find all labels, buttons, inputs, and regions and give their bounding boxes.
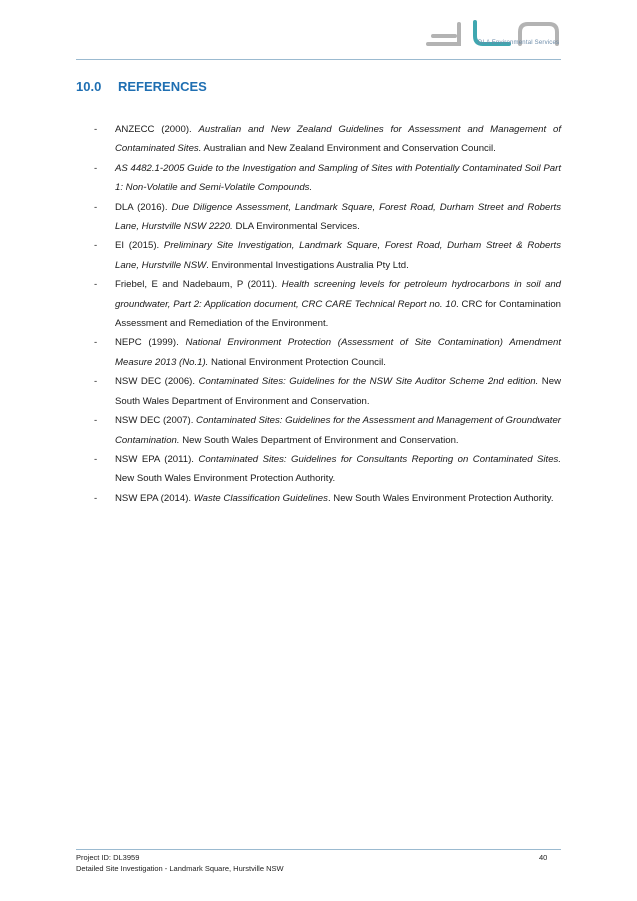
reference-author: Friebel, E and Nadebaum, P (2011).	[115, 279, 282, 291]
footer-description: Detailed Site Investigation - Landmark Square, Hurstville NSW	[76, 864, 284, 873]
section-title: REFERENCES	[118, 79, 207, 94]
footer-project-id: Project ID: DL3959	[76, 853, 140, 862]
reference-title: Preliminary Site Investigation, Landmark Square, Forest Road, Durham Street & Roberts Lane, Hurstville NSW	[115, 240, 561, 271]
reference-title: Contaminated Sites: Guidelines for the Assessment and Management of Groundwater Contamination.	[115, 415, 561, 446]
reference-publisher: New South Wales Department of Environment and Conservation.	[115, 376, 561, 407]
reference-title: National Environment Protection (Assessment of Site Contamination) Amendment Measure 2013 (No.1).	[115, 337, 561, 368]
reference-publisher: . Environmental Investigations Australia Pty Ltd.	[206, 259, 409, 271]
footer-divider	[76, 849, 561, 850]
bullet-dash: -	[94, 337, 98, 349]
reference-title: AS 4482.1-2005 Guide to the Investigation and Sampling of Sites with Potentially Contaminated Soil Part 1: Non-Volatile and Semi-Volatile Compounds.	[115, 162, 561, 194]
logo-tagline: DLA Environmental Services	[478, 40, 560, 46]
reference-item	[94, 236, 561, 275]
reference-title: Contaminated Sites: Guidelines for Consultants Reporting on Contaminated Sites.	[198, 453, 561, 465]
reference-list	[94, 120, 561, 508]
bullet-dash: -	[94, 376, 98, 388]
reference-author: ANZECC (2000).	[115, 124, 199, 135]
reference-item	[94, 159, 561, 198]
bullet-dash: -	[94, 492, 98, 504]
reference-author: NSW DEC (2007).	[115, 415, 197, 427]
bullet-dash: -	[94, 240, 98, 252]
reference-publisher: National Environment Protection Council.	[208, 356, 386, 368]
reference-title: Health screening levels for petroleum hydrocarbons in soil and groundwater, Part 2: Application document, CRC CARE Technical Report no. 10	[115, 279, 561, 310]
bullet-dash: -	[94, 453, 98, 465]
reference-author: NSW EPA (2014).	[115, 492, 194, 504]
bullet-dash: -	[94, 415, 98, 427]
reference-publisher: DLA Environmental Services.	[232, 221, 360, 233]
reference-item	[94, 120, 561, 159]
reference-author: NEPC (1999).	[115, 337, 186, 349]
page-number: 40	[539, 853, 548, 862]
reference-author: DLA (2016).	[115, 201, 172, 213]
reference-item	[94, 198, 561, 237]
bullet-dash: -	[94, 124, 98, 135]
reference-author: NSW EPA (2011).	[115, 453, 199, 465]
reference-title: Contaminated Sites: Guidelines for the NSW Site Auditor Scheme 2nd edition.	[198, 376, 539, 388]
section-number: 10.0	[76, 79, 102, 94]
reference-title: Australian and New Zealand Guidelines for Assessment and Management of Contaminated Sites.	[115, 124, 561, 155]
reference-item	[94, 411, 561, 450]
dla-logo-icon	[425, 18, 565, 54]
reference-publisher: . New South Wales Environment Protection Authority.	[327, 492, 554, 504]
reference-item	[94, 275, 561, 333]
reference-publisher: Australian and New Zealand Environment and Conservation Council.	[201, 143, 496, 155]
reference-author: NSW DEC (2006).	[115, 376, 199, 388]
reference-item	[94, 489, 561, 508]
reference-item	[94, 450, 561, 489]
reference-publisher: . CRC for Contamination Assessment and Remediation of the Environment.	[115, 298, 561, 330]
reference-author: EI (2015).	[115, 240, 164, 252]
reference-item	[94, 372, 561, 411]
section-heading	[76, 79, 207, 94]
reference-publisher: New South Wales Environment Protection Authority.	[115, 473, 336, 485]
reference-item	[94, 333, 561, 372]
reference-publisher: New South Wales Department of Environment and Conservation.	[179, 434, 459, 446]
bullet-dash: -	[94, 279, 98, 291]
reference-title: Due Diligence Assessment, Landmark Square, Forest Road, Durham Street and Roberts Lane, Hurstville NSW 2220.	[115, 201, 561, 233]
reference-title: Waste Classification Guidelines	[193, 492, 328, 504]
bullet-dash: -	[94, 201, 98, 213]
bullet-dash: -	[94, 162, 98, 174]
header-divider	[76, 59, 561, 60]
